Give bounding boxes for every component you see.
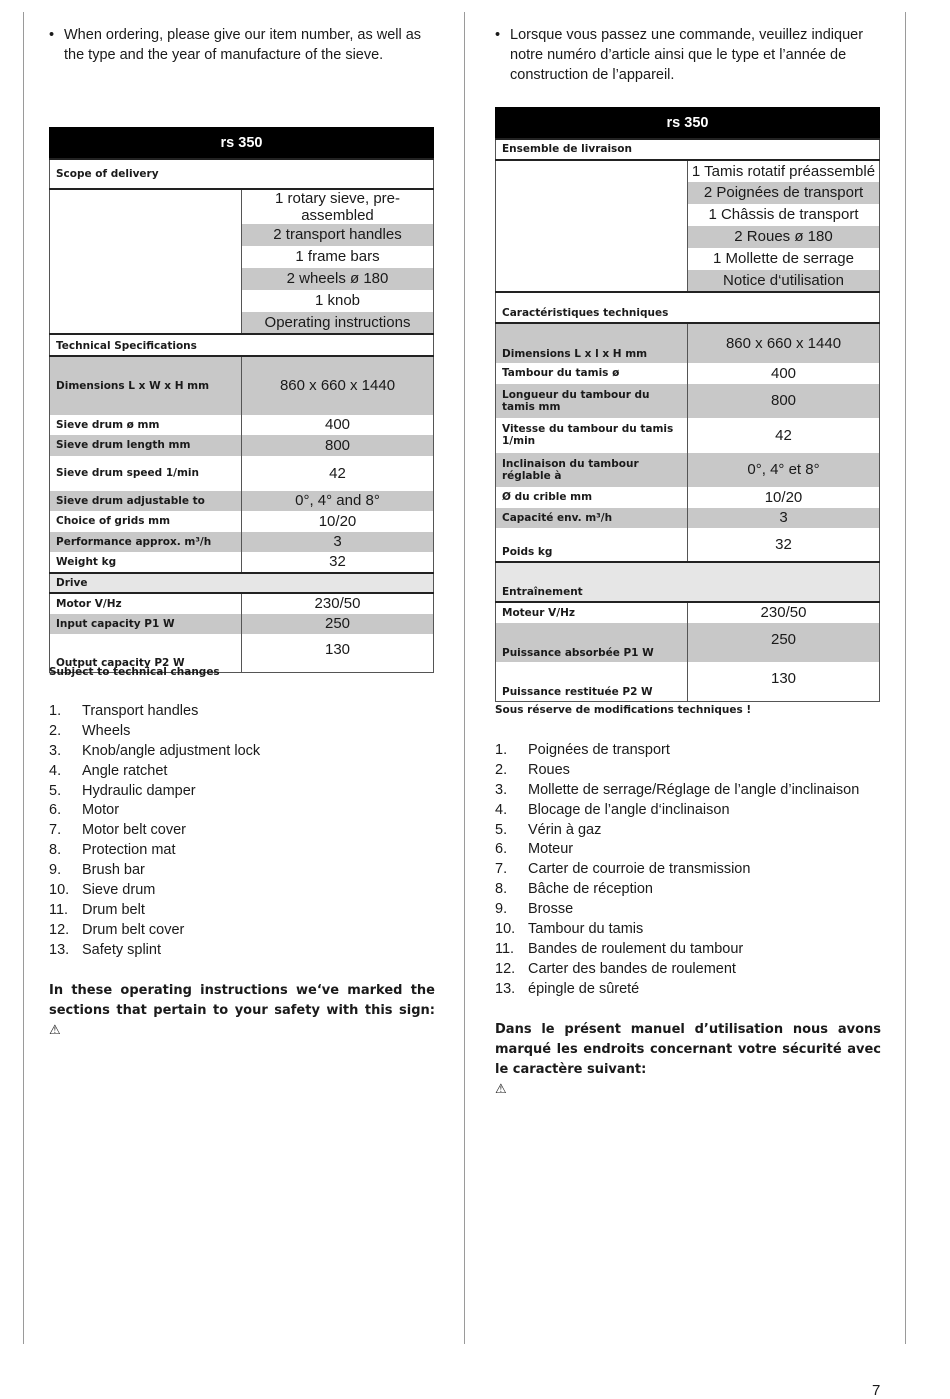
spec-label: Sieve drum ø mm — [50, 415, 242, 435]
spec-label: Dimensions L x W x H mm — [50, 356, 242, 415]
list-item: 7. Carter de courroie de transmission — [495, 861, 751, 878]
spec-value: 250 — [688, 623, 880, 662]
spec-label: Longueur du tambour du tamis mm — [496, 384, 688, 418]
spec-value: 32 — [242, 552, 434, 573]
column-rule-right — [905, 12, 906, 1344]
list-item: 8. Protection mat — [49, 842, 176, 859]
spec-label: Choice of grids mm — [50, 511, 242, 532]
scope-item: Notice d‘utilisation — [688, 270, 880, 292]
list-item: 1. Poignées de transport — [495, 742, 670, 758]
spec-value: 800 — [242, 435, 434, 456]
scope-label: Ensemble de livraison — [496, 139, 880, 160]
spec-value: 0°, 4° et 8° — [688, 453, 880, 487]
scope-item: 1 rotary sieve, pre-assembled — [242, 189, 434, 224]
warning-triangle-icon: ⚠ — [495, 1082, 507, 1097]
list-item: 5. Vérin à gaz — [495, 821, 602, 838]
list-item: 13. Safety splint — [49, 941, 161, 958]
list-item: 9. Brosse — [495, 901, 574, 918]
spec-value: 230/50 — [242, 593, 434, 614]
spec-label: Output capacity P2 W — [50, 634, 242, 673]
list-item: 11. Bandes de roulement du tambour — [495, 940, 744, 957]
spec-label: Sieve drum speed 1/min — [50, 456, 242, 491]
scope-item: 1 frame bars — [242, 246, 434, 268]
ordering-note: • When ordering, please give our item number, as well as the type and the year of manufacture of the sieve. — [49, 27, 422, 63]
spec-value: 3 — [688, 508, 880, 528]
spec-label: Ø du crible mm — [496, 487, 688, 508]
spec-value: 230/50 — [688, 602, 880, 623]
spec-value: 42 — [242, 456, 434, 491]
spec-table — [49, 127, 434, 673]
tech-spec-label: Technical Specifications — [50, 334, 434, 356]
scope-item: 1 Mollette de serrage — [688, 248, 880, 270]
list-item: 3. Mollette de serrage/Réglage de l’angle d’inclinaison — [495, 781, 860, 798]
model-header: rs 350 — [496, 108, 880, 139]
scope-item: 2 Roues ø 180 — [688, 226, 880, 248]
spec-value: 10/20 — [688, 487, 880, 508]
spec-label: Inclinaison du tambour réglable à — [496, 453, 688, 487]
parts-list — [495, 741, 859, 1000]
warning-triangle-icon: ⚠ — [49, 1023, 61, 1038]
spec-label: Input capacity P1 W — [50, 614, 242, 634]
spec-value: 400 — [242, 415, 434, 435]
spec-label: Vitesse du tambour du tamis 1/min — [496, 418, 688, 453]
spec-label: Performance approx. m³/h — [50, 532, 242, 552]
model-header: rs 350 — [50, 128, 434, 159]
scope-item: 1 Tamis rotatif préassemblé — [688, 160, 880, 182]
list-item: 12. Drum belt cover — [49, 921, 185, 938]
list-item: 8. Bâche de réception — [495, 881, 653, 898]
spec-value: 3 — [242, 532, 434, 552]
list-item: 12. Carter des bandes de roulement — [495, 960, 736, 977]
scope-label: Scope of delivery — [50, 159, 434, 189]
spec-value: 860 x 660 x 1440 — [242, 356, 434, 415]
list-item: 9. Brush bar — [49, 862, 145, 879]
list-item: 7. Motor belt cover — [49, 822, 186, 839]
list-item: 6. Moteur — [495, 841, 574, 858]
list-item: 10. Sieve drum — [49, 882, 156, 899]
spec-value: 250 — [242, 614, 434, 634]
list-item: 10. Tambour du tamis — [495, 921, 644, 938]
list-item: 2. Roues — [495, 761, 570, 778]
spec-value: 0°, 4° and 8° — [242, 491, 434, 511]
scope-item: 2 Poignées de transport — [688, 182, 880, 204]
list-item: 4. Angle ratchet — [49, 762, 168, 779]
list-item: 6. Motor — [49, 802, 120, 819]
spec-label: Motor V/Hz — [50, 593, 242, 614]
column-rule-middle — [464, 12, 465, 1344]
list-item: 1. Transport handles — [49, 703, 199, 719]
list-item: 2. Wheels — [49, 722, 131, 739]
safety-paragraph: In these operating instructions we‘ve marked the sections that pertain to your safety with this sign: ⚠ — [49, 983, 435, 1038]
spec-label: Tambour du tamis ø — [496, 363, 688, 384]
spec-value: 800 — [688, 384, 880, 418]
scope-item: 1 knob — [242, 290, 434, 312]
column-rule-left — [23, 12, 24, 1344]
list-item: 3. Knob/angle adjustment lock — [49, 742, 261, 759]
list-item: 13. épingle de sûreté — [495, 980, 640, 997]
spec-value: 32 — [688, 528, 880, 562]
scope-item: Operating instructions — [242, 312, 434, 334]
spec-label: Weight kg — [50, 552, 242, 573]
tech-spec-label: Caractéristiques techniques — [496, 292, 880, 323]
list-item: 4. Blocage de l’angle d‘inclinaison — [495, 801, 730, 818]
spec-value: 10/20 — [242, 511, 434, 532]
spec-label: Moteur V/Hz — [496, 602, 688, 623]
page-number: 7 — [872, 1382, 881, 1399]
technical-changes-note: Sous réserve de modifications techniques ! — [495, 704, 752, 716]
scope-item: 1 Châssis de transport — [688, 204, 880, 226]
spec-value: 860 x 660 x 1440 — [688, 323, 880, 363]
spec-table — [495, 107, 880, 702]
spec-label: Dimensions L x l x H mm — [496, 323, 688, 363]
scope-item: 2 wheels ø 180 — [242, 268, 434, 290]
spec-value: 130 — [688, 662, 880, 702]
spec-label: Puissance absorbée P1 W — [496, 623, 688, 662]
spec-label: Capacité env. m³/h — [496, 508, 688, 528]
scope-item: 2 transport handles — [242, 224, 434, 246]
spec-value: 42 — [688, 418, 880, 453]
bullet-icon: • — [49, 27, 55, 43]
drive-label: Entraînement — [496, 562, 880, 602]
spec-value: 130 — [242, 634, 434, 673]
bullet-icon: • — [495, 27, 501, 43]
spec-value: 400 — [688, 363, 880, 384]
list-item: 5. Hydraulic damper — [49, 782, 196, 799]
technical-changes-note: Subject to technical changes — [49, 666, 220, 678]
spec-label: Sieve drum length mm — [50, 435, 242, 456]
list-item: 11. Drum belt — [49, 901, 145, 918]
spec-label: Puissance restituée P2 W — [496, 662, 688, 702]
drive-label: Drive — [50, 573, 434, 593]
parts-list — [49, 702, 260, 961]
ordering-note: • Lorsque vous passez une commande, veuillez indiquer notre numéro d’article ainsi que le type et l’année de construction de l’appareil. — [495, 27, 864, 83]
spec-label: Sieve drum adjustable to — [50, 491, 242, 511]
spec-label: Poids kg — [496, 528, 688, 562]
safety-paragraph: Dans le présent manuel d’utilisation nous avons marqué les endroits concernant votre sécurité avec le caractère suivant: ⚠ — [495, 1022, 881, 1097]
